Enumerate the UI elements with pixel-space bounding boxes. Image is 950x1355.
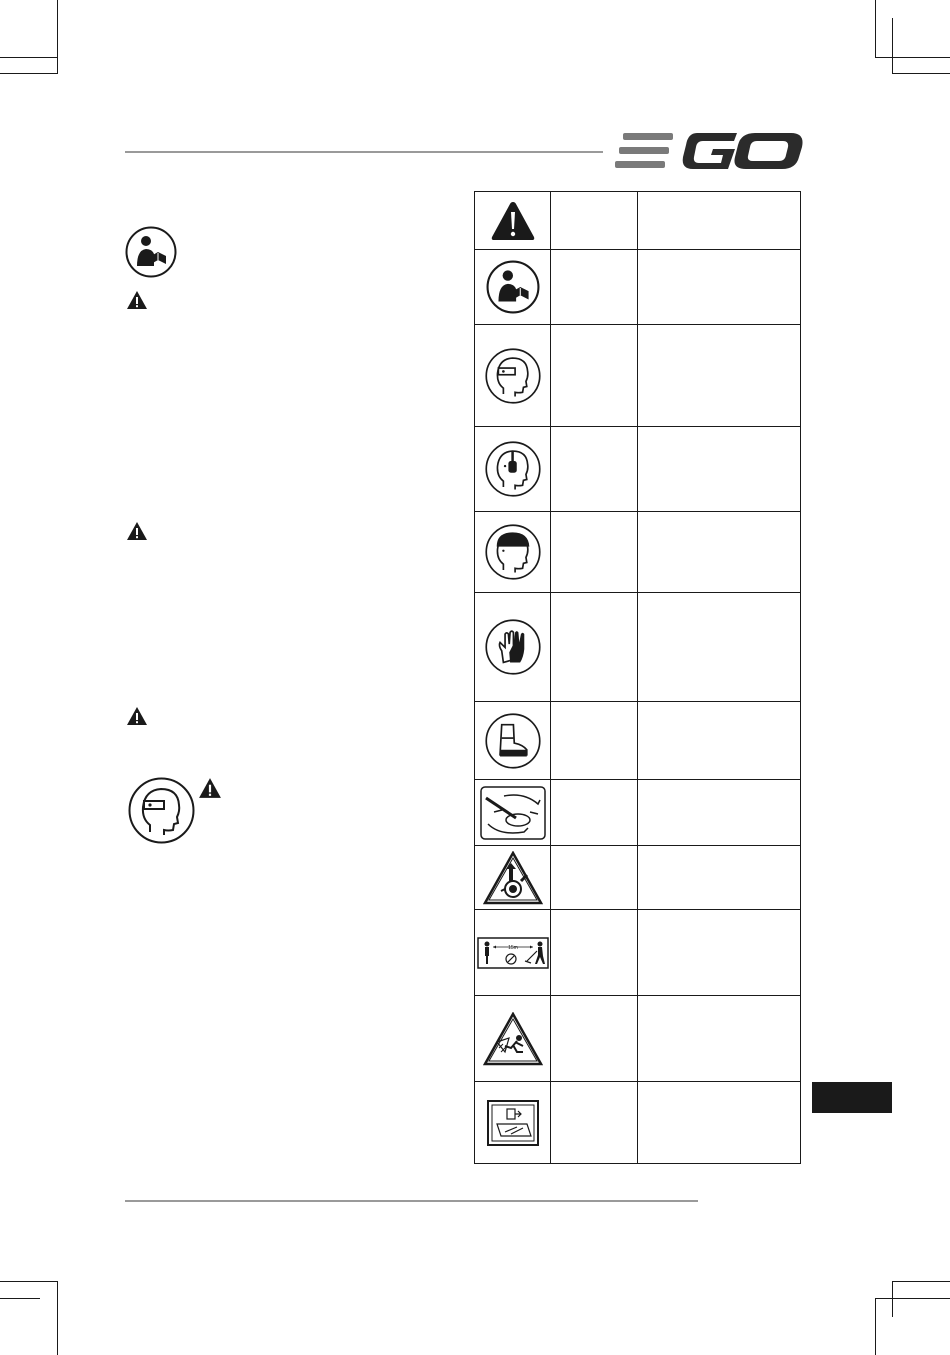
warning-triangle-icon bbox=[126, 290, 148, 310]
symbol-cell bbox=[475, 702, 551, 780]
remove-battery-icon bbox=[487, 1100, 539, 1146]
crop-mark-top-left-v bbox=[57, 0, 58, 74]
symbol-description bbox=[638, 192, 801, 250]
table-row bbox=[475, 325, 801, 427]
symbol-description bbox=[638, 250, 801, 325]
table-row bbox=[475, 996, 801, 1082]
read-manual-icon bbox=[125, 226, 177, 278]
crop-mark-top-left-h2 bbox=[0, 73, 57, 74]
crop-mark-bottom-left-h bbox=[0, 1281, 57, 1282]
symbol-name bbox=[551, 593, 638, 702]
crop-mark-top-right-v2 bbox=[892, 18, 893, 74]
head-protection-icon bbox=[485, 524, 541, 580]
warning-triangle-icon bbox=[126, 706, 148, 726]
thrown-objects-icon bbox=[483, 851, 543, 905]
blade-thrust-icon bbox=[483, 1012, 543, 1066]
crop-mark-bottom-left-h2 bbox=[0, 1298, 40, 1299]
gloves-icon bbox=[485, 619, 541, 675]
table-row bbox=[475, 1082, 801, 1164]
footer-rule bbox=[125, 1200, 698, 1202]
crop-mark-bottom-right-v2 bbox=[875, 1298, 876, 1355]
safety-alert-icon bbox=[490, 200, 536, 242]
symbol-name bbox=[551, 427, 638, 512]
symbol-name bbox=[551, 702, 638, 780]
symbol-description bbox=[638, 910, 801, 996]
table-row bbox=[475, 427, 801, 512]
eye-protection-icon bbox=[128, 777, 195, 844]
symbol-description bbox=[638, 512, 801, 593]
warning-triangle-icon bbox=[126, 521, 148, 541]
symbol-name bbox=[551, 325, 638, 427]
crop-mark-top-left-h bbox=[0, 57, 57, 58]
crop-mark-top-right-v bbox=[875, 0, 876, 57]
table-row bbox=[475, 512, 801, 593]
table-row bbox=[475, 780, 801, 846]
table-row bbox=[475, 593, 801, 702]
symbol-description bbox=[638, 325, 801, 427]
table-row bbox=[475, 250, 801, 325]
header-rule bbox=[125, 151, 603, 153]
section-tab-marker bbox=[812, 1082, 892, 1113]
symbol-cell bbox=[475, 996, 551, 1082]
symbol-cell bbox=[475, 325, 551, 427]
symbol-cell bbox=[475, 1082, 551, 1164]
symbol-cell bbox=[475, 427, 551, 512]
symbol-description bbox=[638, 780, 801, 846]
symbol-name bbox=[551, 996, 638, 1082]
symbol-cell bbox=[475, 192, 551, 250]
symbol-name bbox=[551, 512, 638, 593]
crop-mark-top-right-h bbox=[892, 73, 950, 74]
warning-triangle-icon bbox=[198, 777, 222, 799]
ear-protection-icon bbox=[485, 441, 541, 497]
symbol-name bbox=[551, 910, 638, 996]
symbol-description bbox=[638, 846, 801, 910]
crop-mark-bottom-right-h bbox=[892, 1281, 950, 1282]
keep-bystanders-away-icon bbox=[477, 937, 549, 969]
table-row bbox=[475, 192, 801, 250]
symbol-name bbox=[551, 846, 638, 910]
symbol-description bbox=[638, 593, 801, 702]
read-manual-icon bbox=[486, 260, 540, 314]
svg-text:15m: 15m bbox=[507, 944, 518, 951]
symbol-description bbox=[638, 702, 801, 780]
symbol-table bbox=[474, 191, 801, 1164]
symbol-cell bbox=[475, 250, 551, 325]
boots-icon bbox=[485, 713, 541, 769]
symbol-cell bbox=[475, 512, 551, 593]
table-row bbox=[475, 702, 801, 780]
crop-mark-bottom-left-v bbox=[57, 1281, 58, 1355]
symbol-name bbox=[551, 1082, 638, 1164]
blade-rotation-icon bbox=[480, 786, 546, 840]
symbol-cell bbox=[475, 780, 551, 846]
symbol-name bbox=[551, 192, 638, 250]
symbol-description bbox=[638, 427, 801, 512]
symbol-name bbox=[551, 250, 638, 325]
symbol-cell bbox=[475, 910, 551, 996]
symbol-description bbox=[638, 1082, 801, 1164]
crop-mark-top-right-h2 bbox=[875, 57, 950, 58]
table-row bbox=[475, 846, 801, 910]
symbol-name bbox=[551, 780, 638, 846]
ego-logo bbox=[615, 127, 805, 175]
symbol-cell bbox=[475, 846, 551, 910]
crop-mark-bottom-right-h2 bbox=[875, 1298, 950, 1299]
symbol-description bbox=[638, 996, 801, 1082]
eye-protection-icon bbox=[485, 348, 541, 404]
table-row bbox=[475, 910, 801, 996]
symbol-cell bbox=[475, 593, 551, 702]
